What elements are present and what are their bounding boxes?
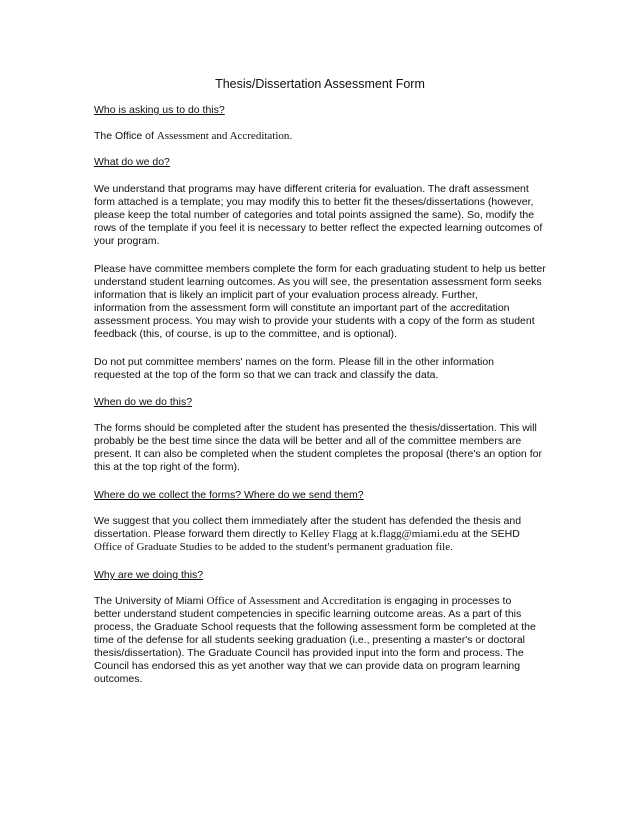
section-heading-who: Who is asking us to do this? [94,104,225,116]
text-line: Do not put committee members' names on the form. Please fill in the other information [94,356,495,368]
text-line: better understand student competencies in specific learning outcome areas. As a part of this [94,608,522,620]
text-line: Council has endorsed this as yet another way that we can provide data on program learning [94,660,521,672]
contact-email: to Kelley Flagg at k.flagg@miami.edu [288,528,459,540]
text-line: thesis/dissertation). The Graduate Council has provided input into the form and process. The [94,647,524,659]
text-line [94,130,554,143]
text-line: outcomes. [94,673,143,685]
page-title: Thesis/Dissertation Assessment Form [215,77,425,91]
office-name: Assessment and Accreditation [156,130,290,142]
paragraph-what-3 [94,356,554,382]
text-line [94,528,554,541]
text-line: this at the top right of the form). [94,461,240,473]
paragraph-who [94,130,554,143]
text-line: probably be the best time since the data will be better and all of the committee members are [94,435,522,447]
text-line: We understand that programs may have different criteria for evaluation. The draft assessment [94,183,529,195]
text-line: information that is likely an implicit part of your evaluation process already. Further, [94,289,478,301]
text-run: We suggest that you collect them immediately after the student has defended the thesis and [94,515,522,527]
text-run: The Office of [94,130,157,142]
text-line: present. It can also be completed when the student completes the proposal (there's an option for [94,448,542,460]
text-line [94,515,554,528]
paragraph-where [94,515,554,554]
section-heading-where: Where do we collect the forms? Where do we send them? [94,489,364,501]
paragraph-what-2 [94,263,554,341]
section-heading-what: What do we do? [94,156,170,168]
text-line [94,541,554,554]
text-line: process, the Graduate School requests that the following assessment form be completed at the [94,621,536,633]
text-line [94,595,554,608]
section-heading-why: Why are we doing this? [94,569,204,581]
text-line: form attached is a template; you may modify this to better fit the theses/dissertations (however, [94,196,534,208]
paragraph-why [94,595,554,686]
text-line: feedback (this, of course, is up to the committee, and is optional). [94,328,397,340]
text-line: please keep the total number of categories and total points assigned the same). So, modify the [94,209,535,221]
section-heading-when: When do we do this? [94,396,193,408]
text-run: dissertation. Please forward them directly [94,528,289,540]
text-line: time of the defense for all students seeking graduation (i.e., presenting a master's or doctoral [94,634,525,646]
paragraph-what-1 [94,183,554,248]
text-run: The University of Miami [94,595,207,607]
text-run: is engaging in processes to [381,595,512,607]
text-run: . [289,130,293,142]
text-line: understand student learning outcomes. As you will see, the presentation assessment form seeks [94,276,542,288]
text-line: requested at the top of the form so that we can track and classify the data. [94,369,439,381]
text-line: Please have committee members complete the form for each graduating student to help us better [94,263,546,275]
text-run: Office of Graduate Studies to be added to the student's permanent graduation file. [94,541,453,553]
text-line: information from the assessment form will constitute an important part of the accreditation [94,302,510,314]
text-line: rows of the template if you feel it is necessary to better reflect the expected learning outcomes of [94,222,543,234]
text-run: at the SEHD [458,528,520,540]
text-line: assessment process. You may wish to provide your students with a copy of the form as student [94,315,535,327]
text-line: your program. [94,235,160,247]
text-line: The forms should be completed after the student has presented the thesis/dissertation. This will [94,422,537,434]
office-name: Office of Assessment and Accreditation [206,595,382,607]
paragraph-when [94,422,554,474]
